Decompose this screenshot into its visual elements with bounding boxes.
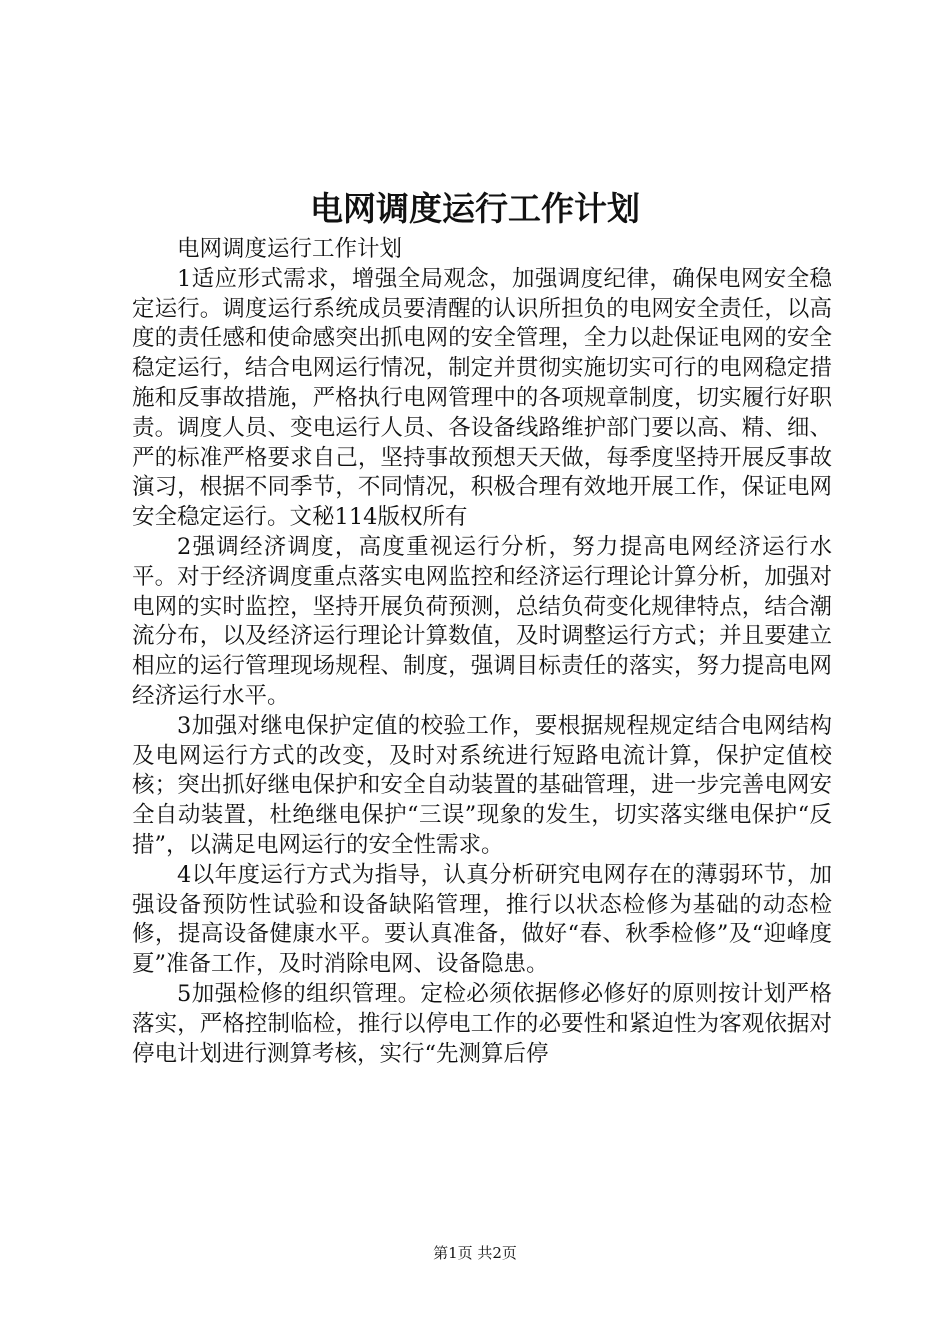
paragraph-1: 1适应形式需求，增强全局观念，加强调度纪律，确保电网安全稳定运行。调度运行系统成员要清醒的认识所担负的电网安全责任，以高度的责任感和使命感突出抓电网的安全管理，全力以赴保证电网的安全稳定运行，结合电网运行情况，制定并贯彻实施切实可行的电网稳定措施和反事故措施，严格执行电网管理中的各项规章制度，切实履行好职责。调度人员、变电运行人员、各设备线路维护部门要以高、精、细、严的标准严格要求自己，坚持事故预想天天做，每季度坚持开展反事故演习，根据不同季节，不同情况，积极合理有效地开展工作，保证电网安全稳定运行。文秘114版权所有	[132, 265, 832, 531]
page-footer: 第1页 共2页	[433, 1244, 517, 1262]
document-title: 电网调度运行工作计划	[310, 189, 640, 228]
paragraph-5: 5加强检修的组织管理。定检必须依据修必修好的原则按计划严格落实，严格控制临检，推行以停电工作的必要性和紧迫性为客观依据对停电计划进行测算考核，实行“先测算后停	[132, 980, 832, 1067]
paragraph-2: 2强调经济调度，高度重视运行分析，努力提高电网经济运行水平。对于经济调度重点落实电网监控和经济运行理论计算分析，加强对电网的实时监控，坚持开展负荷预测，总结负荷变化规律特点，结合潮流分布，以及经济运行理论计算数值，及时调整运行方式；并且要建立相应的运行管理现场规程、制度，强调目标责任的落实，努力提高电网经济运行水平。	[132, 533, 832, 709]
paragraph-4: 4以年度运行方式为指导，认真分析研究电网存在的薄弱环节，加强设备预防性试验和设备缺陷管理，推行以状态检修为基础的动态检修，提高设备健康水平。要认真准备，做好“春、秋季检修”及“迎峰度夏”准备工作，及时消除电网、设备隐患。	[132, 861, 832, 978]
document-body	[132, 235, 832, 1069]
paragraph-3: 3加强对继电保护定值的校验工作，要根据规程规定结合电网结构及电网运行方式的改变，及时对系统进行短路电流计算，保护定值校核；突出抓好继电保护和安全自动装置的基础管理，进一步完善电网安全自动装置，杜绝继电保护“三误”现象的发生，切实落实继电保护“反措”，以满足电网运行的安全性需求。	[132, 712, 832, 858]
paragraph-subtitle: 电网调度运行工作计划	[177, 236, 403, 262]
